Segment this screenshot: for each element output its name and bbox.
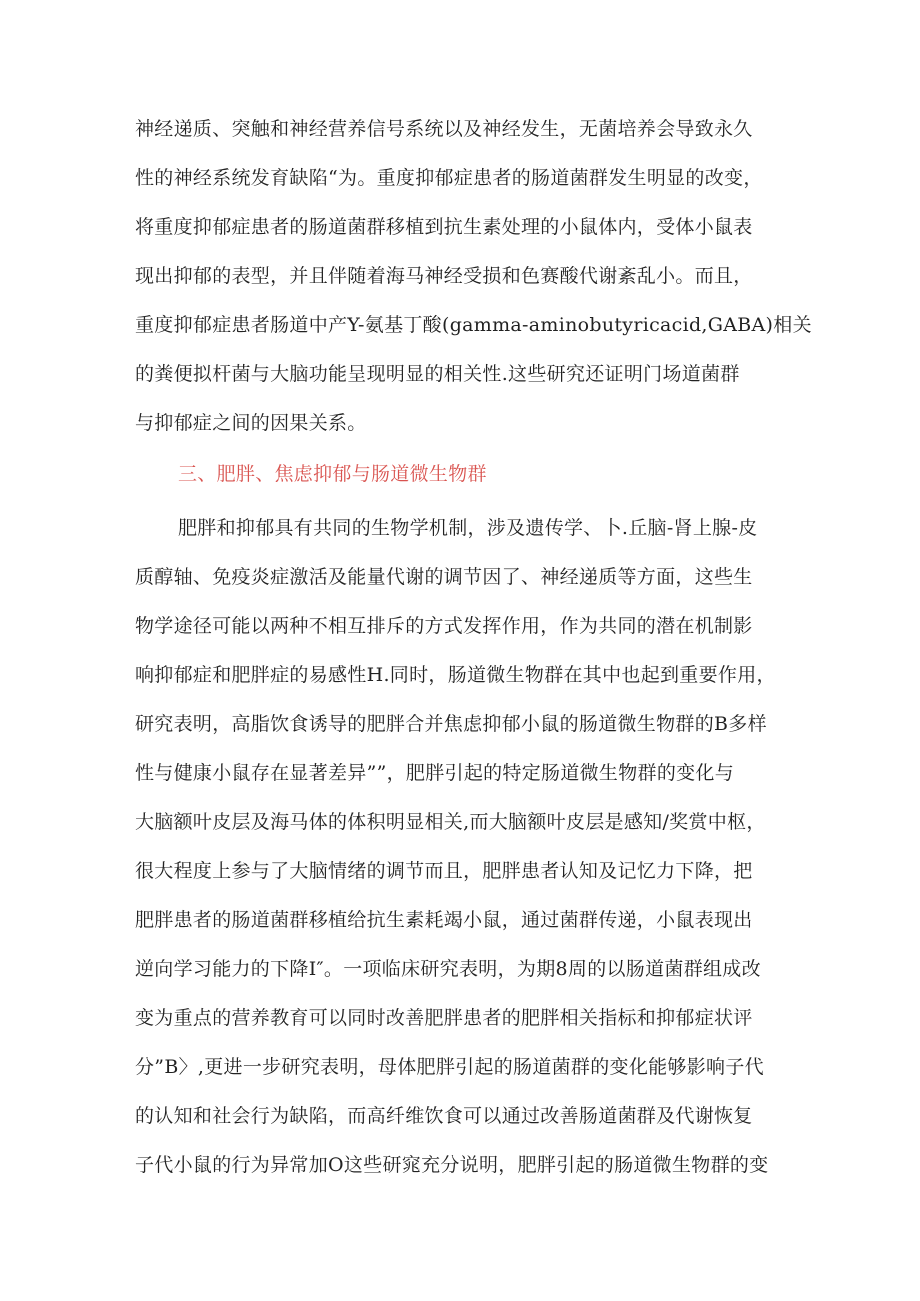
text-line: 的认知和社会行为缺陷，而高纤维饮食可以通过改善肠道菌群及代谢恢复 <box>135 1105 753 1127</box>
text-line: 研究表明，高脂饮食诱导的肥胖合并焦虑抑郁小鼠的肠道微生物群的B多样 <box>135 713 767 735</box>
text-line: 神经递质、突触和神经营养信号系统以及神经发生，无菌培养会导致永久 <box>135 118 753 140</box>
text-line: 响抑郁症和肥胖症的易感性H.同时，肠道微生物群在其中也起到重要作用， <box>135 664 776 686</box>
text-line: 逆向学习能力的下降I″。一项临床研究表明，为期8周的以肠道菌群组成改 <box>135 958 761 980</box>
text-line: 物学途径可能以两种不相互排斥的方式发挥作用，作为共同的潜在机制影 <box>135 615 753 637</box>
text-line: 大脑额叶皮层及海马体的体积明显相关,而大脑额叶皮层是感知/奖赏中枢， <box>135 811 766 833</box>
text-line: 肥胖和抑郁具有共同的生物学机制，涉及遗传学、卜.丘脑-肾上腺-皮 <box>178 517 758 539</box>
section-heading: 三、肥胖、焦虑抑郁与肠道微生物群 <box>178 463 487 485</box>
text-line: 将重度抑郁症患者的肠道菌群移植到抗生素处理的小鼠体内，受体小鼠表 <box>135 216 753 238</box>
text-line: 性与健康小鼠存在显著差异””，肥胖引起的特定肠道微生物群的变化与 <box>135 762 735 784</box>
text-line: 分”B〉,更进一步研究表明，母体肥胖引起的肠道菌群的变化能够影响子代 <box>135 1056 764 1078</box>
text-line: 质醇轴、免疫炎症激活及能量代谢的调节因了、神经递质等方面，这些生 <box>135 566 753 588</box>
text-line: 与抑郁症之间的因果关系。 <box>135 412 367 434</box>
text-line: 性的神经系统发育缺陷“为。重度抑郁症患者的肠道菌群发生明显的改变， <box>135 167 763 189</box>
text-line: 重度抑郁症患者肠道中产Y-氨基丁酸(gamma-aminobutyricacid,GABA)相关 <box>135 314 812 336</box>
text-line: 的粪便拟杆菌与大脑功能呈现明显的相关性.这些研究还证明门场道菌群 <box>135 363 740 385</box>
text-line: 很大程度上参与了大脑情绪的调节而且，肥胖患者认知及记忆力下降，把 <box>135 860 753 882</box>
text-line: 变为重点的营养教育可以同时改善肥胖患者的肥胖相关指标和抑郁症状评 <box>135 1007 753 1029</box>
text-line: 子代小鼠的行为异常加O这些研窕充分说明，肥胖引起的肠道微生物群的变 <box>135 1154 769 1176</box>
text-line: 肥胖患者的肠道菌群移植给抗生素耗竭小鼠，通过菌群传递，小鼠表现出 <box>135 909 753 931</box>
text-line: 现出抑郁的表型，并且伴随着海马神经受损和色赛酸代谢紊乱小。而且， <box>135 265 753 287</box>
